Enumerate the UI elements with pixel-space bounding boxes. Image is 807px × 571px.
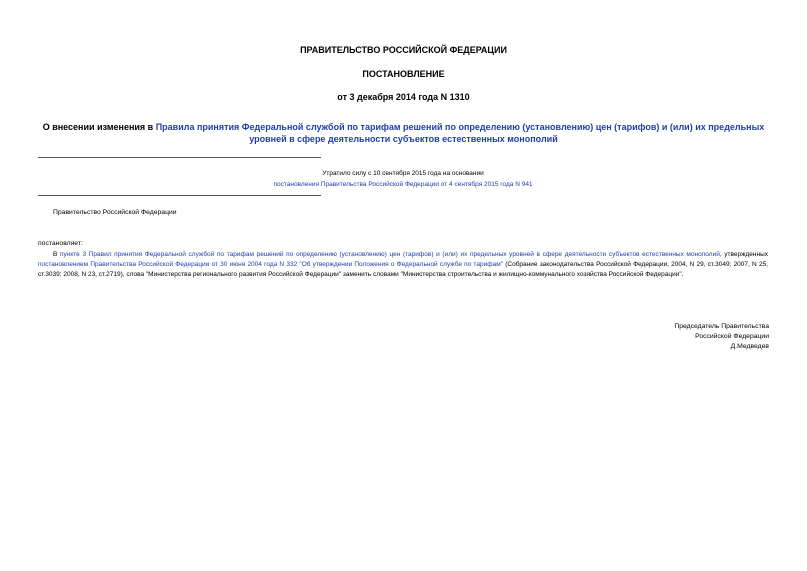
document-type-heading: ПОСТАНОВЛЕНИЕ [362,69,445,79]
divider-top [38,157,321,158]
paragraph-prefix: В [53,251,60,258]
signature-block [674,322,769,352]
signature-position: Председатель Правительства [674,323,769,330]
resolution-332-link[interactable]: постановлением Правительства Российской Федерации от 30 июня 2004 года N 332 "Об утверждении Положения о Федеральной службе по тарифам" [38,261,504,268]
issuer-name: Правительство Российской Федерации [53,209,177,216]
resolution-paragraph [38,250,768,280]
signature-name: Д.Медведев [730,343,769,350]
government-heading: ПРАВИТЕЛЬСТВО РОССИЙСКОЙ ФЕДЕРАЦИИ [300,45,507,55]
divider-bottom [38,195,321,196]
lost-force-basis-link[interactable]: постановления Правительства Российской Федерации от 4 сентября 2015 года N 941 [273,181,533,188]
date-number-heading: от 3 декабря 2014 года N 1310 [337,92,470,102]
paragraph-rest: (Собрание законодательства Российской Федерации, 2004, N 29, ст.3049; 2007, N 25, ст.3039; 2008, N 23, ст.2719), слова "Министерства регионального развития Российской Федерации" заменить словами "Министерства строительства и жилищно-коммунального хозяйства Российской Федерации". [38,261,768,278]
resolves-word: постановляет: [38,240,83,247]
title-prefix: О внесении изменения в [42,122,156,132]
title-rules-link[interactable]: Правила принятия Федеральной службой по тарифам решений по определению (установлению) цен (тарифов) и (или) их предельных уровней в сфере деятельности субъектов естественных монополий [155,122,765,144]
paragraph-mid: , утвержденных [719,251,768,258]
signature-country: Российской Федерации [695,333,769,340]
lost-force-note: Утратило силу с 10 сентября 2015 года на основании [322,170,484,177]
document-title [40,121,767,145]
rules-point-link[interactable]: пункте 3 Правил принятия Федеральной службой по тарифам решений по определению (установлению) цен (тарифов) и (или) их предельных уровней в сфере деятельности субъектов естественных монополий [60,251,720,258]
